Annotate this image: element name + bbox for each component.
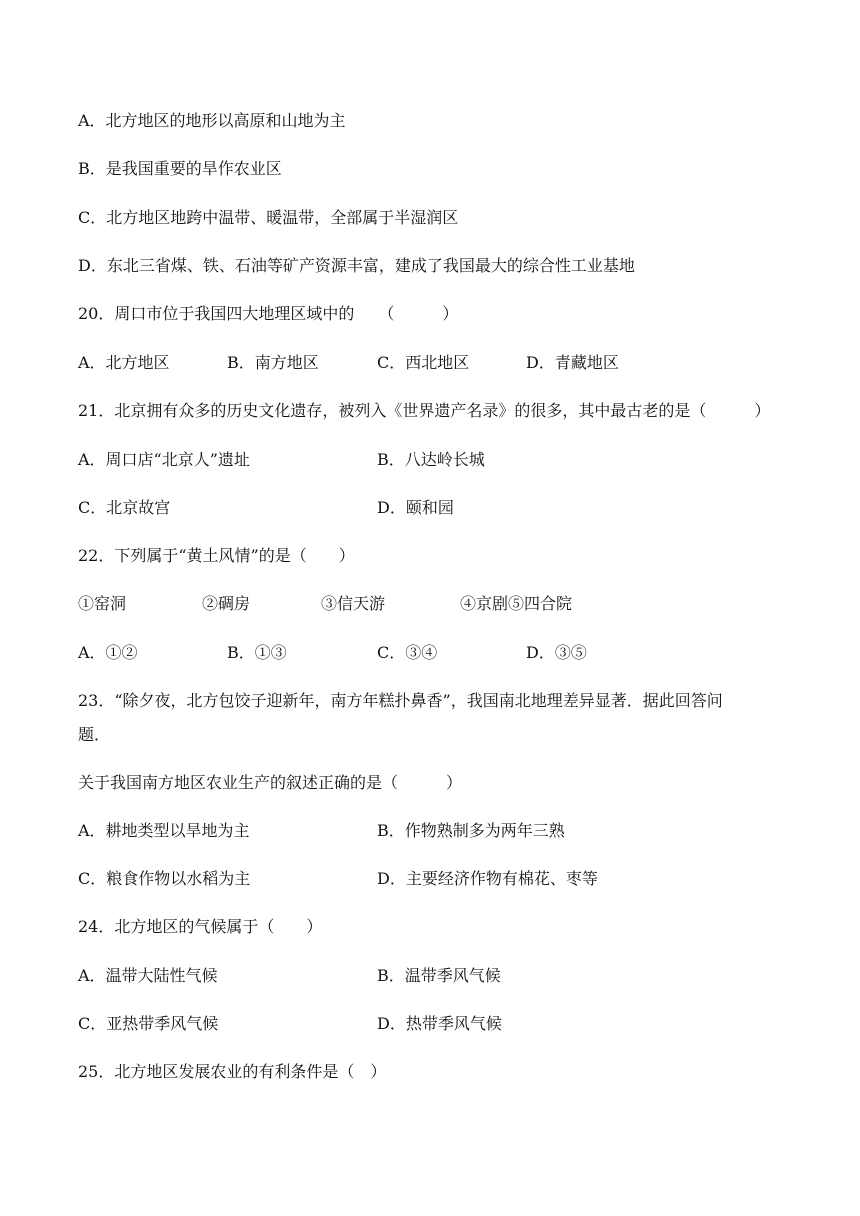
q24-stem: 24．北方地区的气候属于（ ） <box>78 917 323 936</box>
q24-option-b: B．温带季风气候 <box>377 966 501 985</box>
q19-option-d: D．东北三省煤、铁、石油等矿产资源丰富，建成了我国最大的综合性工业基地 <box>78 256 635 275</box>
q21-option-c: C．北京故宫 <box>78 498 171 517</box>
q21-stem: 21．北京拥有众多的历史文化遗存，被列入《世界遗产名录》的很多，其中最古老的是（ ） <box>78 401 771 420</box>
q21-options-row2 <box>78 498 798 518</box>
q22-item-1: ①窑洞 <box>78 594 127 613</box>
q23-option-b: B．作物熟制多为两年三熟 <box>377 821 565 840</box>
q22-items <box>78 594 798 614</box>
q22-stem: 22．下列属于“黄土风情”的是（ ） <box>78 546 355 565</box>
q23-stem-line2: 题． <box>78 725 111 744</box>
q20-option-a: A．北方地区 <box>78 353 170 372</box>
q20-option-c: C．西北地区 <box>377 353 470 372</box>
q20-option-b: B．南方地区 <box>227 353 319 372</box>
q24-option-a: A．温带大陆性气候 <box>78 966 218 985</box>
q22-options <box>78 643 798 663</box>
q21-options-row1 <box>78 450 798 470</box>
q19-option-a: A．北方地区的地形以高原和山地为主 <box>78 111 346 130</box>
q21-option-d: D．颐和园 <box>377 498 454 517</box>
q20-options <box>78 353 798 373</box>
q23-option-d: D．主要经济作物有棉花、枣等 <box>377 869 598 888</box>
q23-options-row2 <box>78 869 798 889</box>
q25-stem: 25．北方地区发展农业的有利条件是（ ） <box>78 1062 387 1081</box>
q19-option-c: C．北方地区地跨中温带、暖温带，全部属于半湿润区 <box>78 208 459 227</box>
q22-item-2: ②碉房 <box>202 594 251 613</box>
q24-options-row2 <box>78 1014 798 1034</box>
q22-item-4-5: ④京剧⑤四合院 <box>460 594 573 613</box>
q19-option-b: B．是我国重要的旱作农业区 <box>78 159 282 178</box>
q23-option-a: A．耕地类型以旱地为主 <box>78 821 250 840</box>
q24-options-row1 <box>78 966 798 986</box>
q22-option-c: C．③④ <box>377 643 438 662</box>
q23-option-c: C．粮食作物以水稻为主 <box>78 869 251 888</box>
q23-sub-stem: 关于我国南方地区农业生产的叙述正确的是（ ） <box>78 773 463 792</box>
q20-option-d: D．青藏地区 <box>526 353 619 372</box>
q22-option-d: D．③⑤ <box>526 643 587 662</box>
q20-stem: 20．周口市位于我国四大地理区域中的 （ ） <box>78 304 459 323</box>
q23-options-row1 <box>78 821 798 841</box>
q22-item-3: ③信天游 <box>321 594 386 613</box>
q21-option-b: B．八达岭长城 <box>377 450 485 469</box>
q24-option-d: D．热带季风气候 <box>377 1014 502 1033</box>
q23-stem-line1: 23．“除夕夜，北方包饺子迎新年，南方年糕扑鼻香”，我国南北地理差异显著．据此回答问 <box>78 691 723 710</box>
q22-option-a: A．①② <box>78 643 138 662</box>
q21-option-a: A．周口店“北京人”遗址 <box>78 450 250 469</box>
q24-option-c: C．亚热带季风气候 <box>78 1014 219 1033</box>
q22-option-b: B．①③ <box>227 643 287 662</box>
